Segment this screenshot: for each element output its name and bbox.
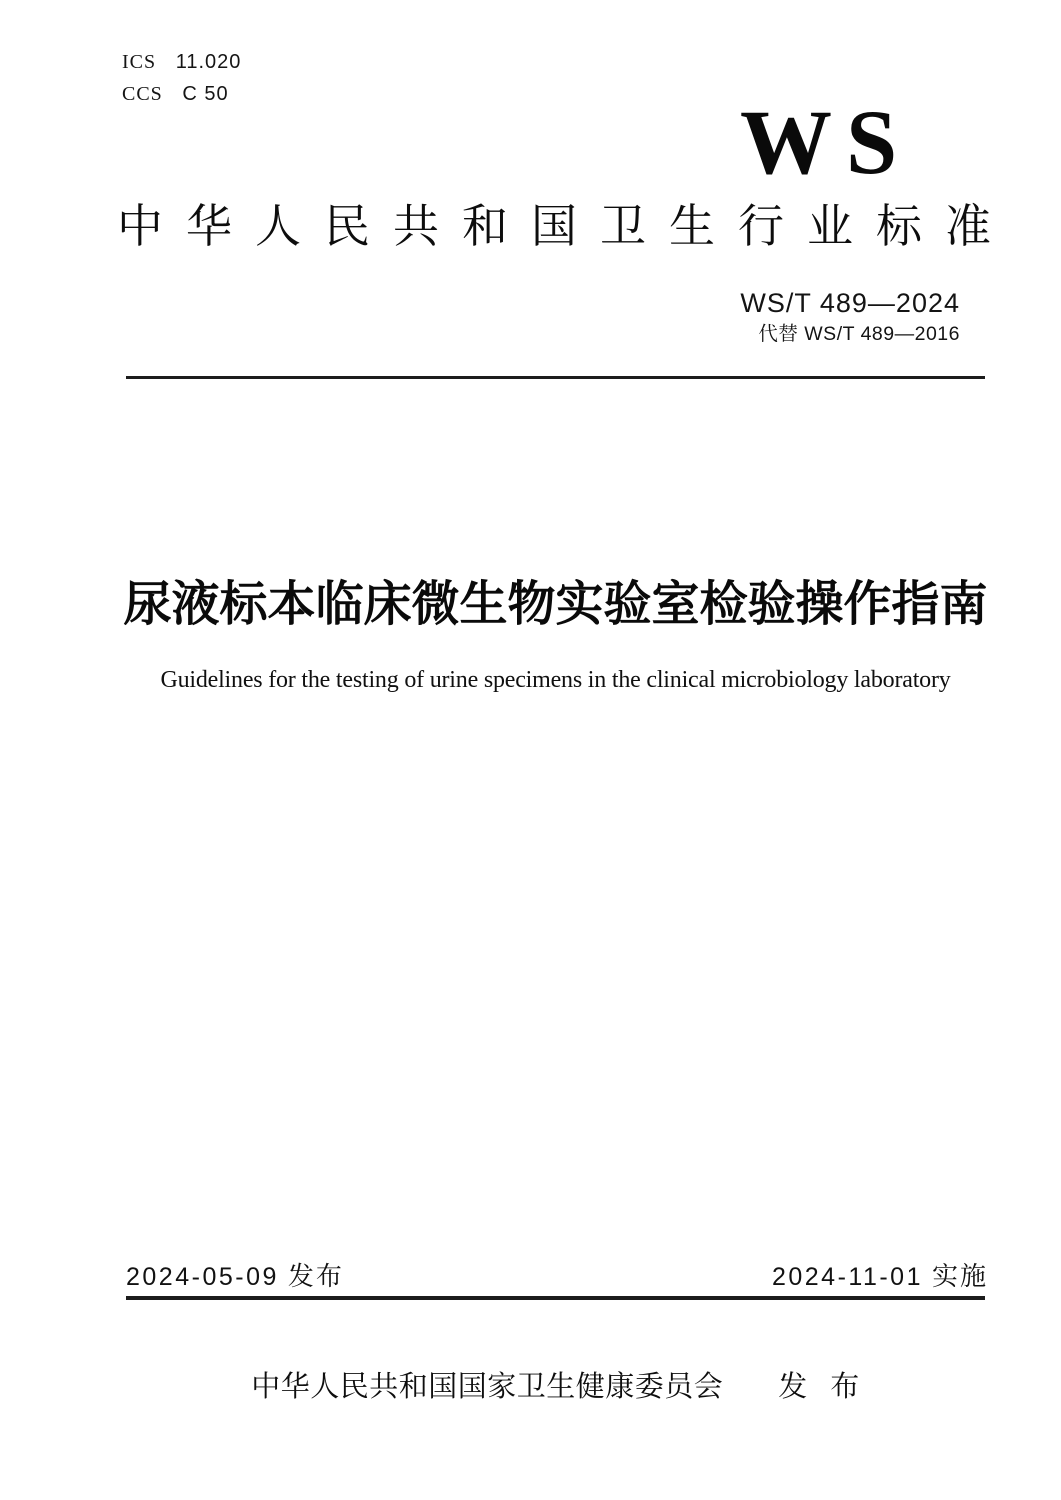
footer-divider-rule [126,1296,985,1300]
ccs-label: CCS [122,83,163,105]
ics-value: 11.020 [175,51,242,73]
ics-code-row [122,46,241,78]
implement-label: 实施 [931,1261,988,1291]
implement-date-item [772,1261,988,1292]
date-row [126,1261,988,1292]
issue-label: 发布 [287,1261,344,1291]
document-title-english: Guidelines for the testing of urine specimens in the clinical microbiology laboratory [160,667,951,693]
implement-date: 2024-11-01 [771,1263,923,1291]
issue-date: 2024-05-09 [126,1263,279,1291]
ws-logotype: WS [740,91,912,193]
ccs-code-row [122,78,241,110]
ccs-value: C 50 [182,83,229,105]
replaces-note: 代替 WS/T 489—2016 [758,323,960,345]
standard-number: WS/T 489—2024 [740,288,960,318]
header-divider-rule [126,376,985,379]
issue-date-item [126,1261,344,1292]
standard-category-heading: 中华人民共和国卫生行业标准 [117,200,1014,252]
publisher-action: 发 布 [778,1371,860,1403]
document-title-chinese: 尿液标本临床微生物实验室检验操作指南 [123,578,988,631]
ics-label: ICS [122,51,157,73]
publisher-name: 中华人民共和国国家卫生健康委员会 [251,1371,724,1403]
publisher-row [126,1370,985,1404]
classification-codes [122,46,241,110]
